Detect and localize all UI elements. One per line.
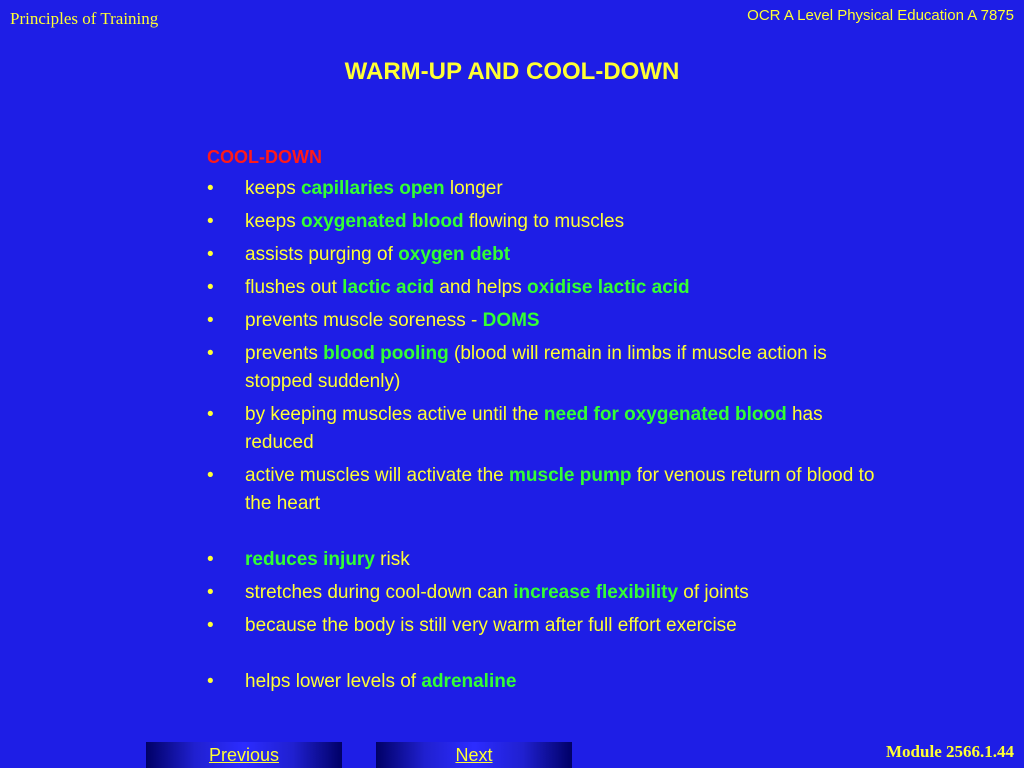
bullet-text: stretches during cool-down can bbox=[245, 582, 514, 603]
bullet-highlight: DOMS bbox=[482, 310, 540, 331]
bullet-dot: • bbox=[207, 277, 214, 298]
bullet-dot: • bbox=[207, 310, 214, 331]
bullet-dot: • bbox=[207, 465, 214, 486]
bullet-dot: • bbox=[207, 211, 214, 232]
bullet-text: has reduced bbox=[245, 404, 823, 453]
previous-button[interactable]: Previous bbox=[146, 742, 342, 768]
list-item bbox=[207, 274, 887, 302]
bullet-text: for venous return of blood to the heart bbox=[245, 465, 875, 514]
bullet-highlight: increase flexibility bbox=[513, 582, 679, 603]
bullet-dot: • bbox=[207, 549, 214, 570]
bullet-text: flowing to muscles bbox=[463, 211, 625, 232]
bullet-dot: • bbox=[207, 178, 214, 199]
list-item bbox=[207, 401, 887, 457]
bullet-text: of joints bbox=[678, 582, 749, 603]
bullet-text: prevents bbox=[245, 343, 324, 364]
list-item bbox=[207, 462, 887, 518]
bullet-text: keeps bbox=[245, 178, 301, 199]
bullet-list bbox=[207, 175, 887, 696]
bullet-dot: • bbox=[207, 244, 214, 265]
list-item bbox=[207, 307, 887, 335]
bullet-dot: • bbox=[207, 404, 214, 425]
bullet-text: active muscles will activate the bbox=[245, 465, 509, 486]
bullet-dot: • bbox=[207, 671, 214, 692]
bullet-highlight: lactic acid bbox=[342, 277, 435, 298]
bullet-text: longer bbox=[444, 178, 503, 199]
list-item bbox=[207, 175, 887, 203]
bullet-highlight: reduces injury bbox=[245, 549, 375, 570]
list-item bbox=[207, 241, 887, 269]
section-heading: COOL-DOWN bbox=[207, 147, 322, 167]
list-item bbox=[207, 668, 887, 696]
bullet-text: keeps bbox=[245, 211, 301, 232]
list-item bbox=[207, 340, 887, 396]
bullet-dot: • bbox=[207, 343, 214, 364]
list-item bbox=[207, 612, 887, 640]
bullet-highlight: oxidise lactic acid bbox=[527, 277, 690, 298]
bullet-highlight: muscle pump bbox=[509, 465, 632, 486]
bullet-text: risk bbox=[374, 549, 410, 570]
bullet-dot: • bbox=[207, 615, 214, 636]
list-item bbox=[207, 546, 887, 574]
next-button[interactable]: Next bbox=[376, 742, 572, 768]
bullet-highlight: need for oxygenated blood bbox=[543, 404, 787, 425]
bullet-text: by keeping muscles active until the bbox=[245, 404, 544, 425]
module-number: Module 2566.1.44 bbox=[886, 742, 1014, 761]
bullet-text: and helps bbox=[434, 277, 528, 298]
slide-content bbox=[207, 143, 887, 701]
header-course-title: Principles of Training bbox=[10, 9, 159, 28]
bullet-highlight: blood pooling bbox=[323, 343, 449, 364]
bullet-text: prevents muscle soreness - bbox=[245, 310, 483, 331]
bullet-text: because the body is still very warm after full effort exercise bbox=[245, 615, 737, 636]
bullet-text: (blood will remain in limbs if muscle action is stopped suddenly) bbox=[245, 343, 827, 392]
bullet-highlight: oxygenated blood bbox=[300, 211, 464, 232]
bullet-highlight: oxygen debt bbox=[398, 244, 511, 265]
bullet-text: flushes out bbox=[245, 277, 343, 298]
bullet-highlight: adrenaline bbox=[421, 671, 517, 692]
bullet-text: helps lower levels of bbox=[245, 671, 422, 692]
slide-title: WARM-UP AND COOL-DOWN bbox=[344, 58, 680, 85]
bullet-text: assists purging of bbox=[245, 244, 399, 265]
header-qualification: OCR A Level Physical Education A 7875 bbox=[747, 7, 1014, 24]
bullet-highlight: capillaries open bbox=[300, 178, 445, 199]
bullet-dot: • bbox=[207, 582, 214, 603]
list-item bbox=[207, 208, 887, 236]
list-item bbox=[207, 579, 887, 607]
